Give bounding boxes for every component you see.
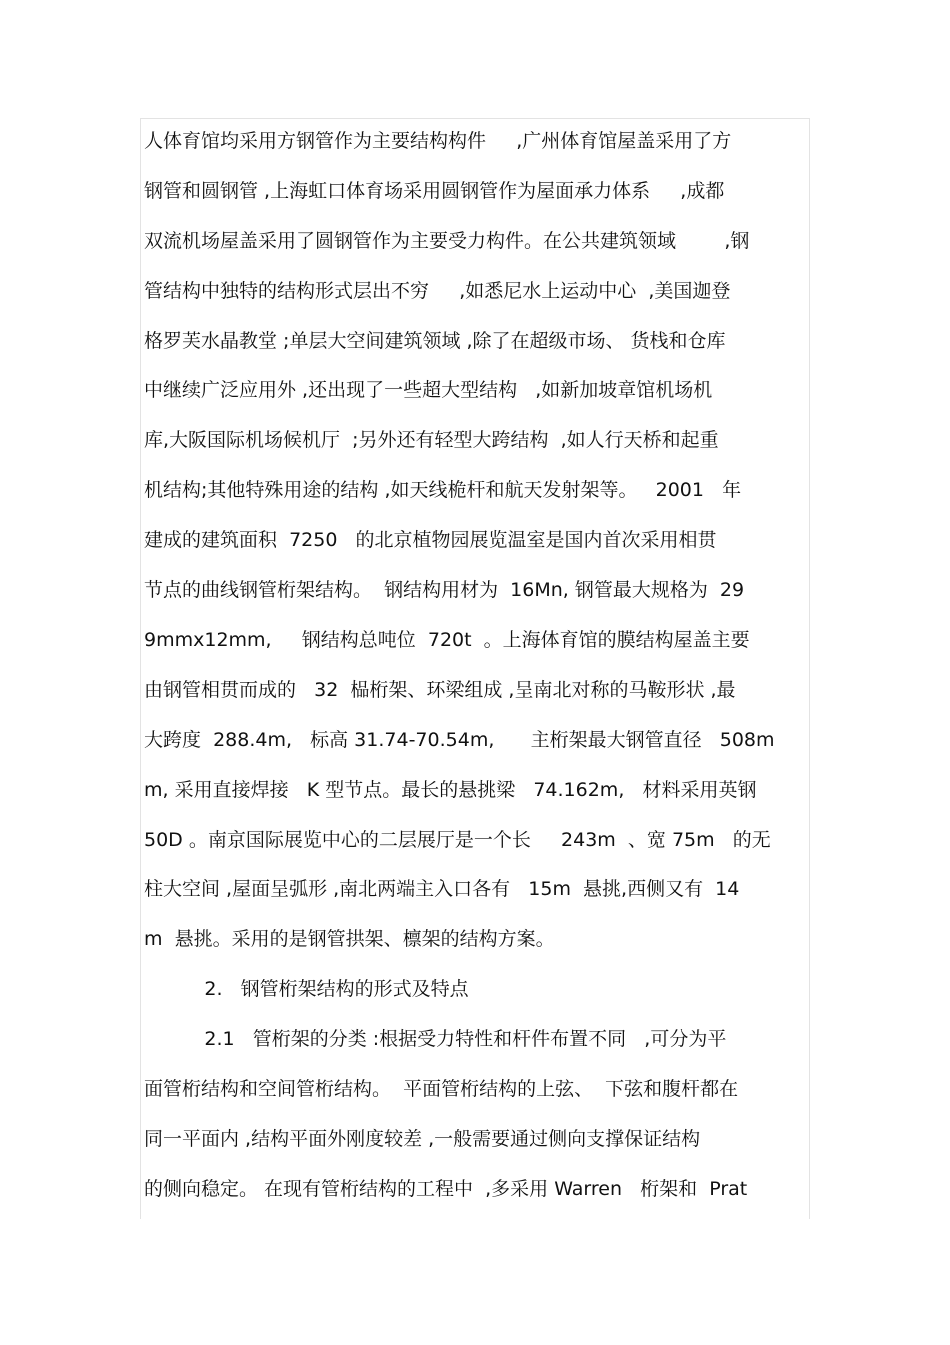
text-line-1: 人体育馆均采用方钢管作为主要结构构件 ,广州体育馆屋盖采用了方 xyxy=(144,130,732,152)
text-line-3: 双流机场屋盖采用了圆钢管作为主要受力构件。在公共建筑领域 ,钢 xyxy=(144,230,750,252)
text-line-20: 面管桁结构和空间管桁结构。 平面管桁结构的上弦、 下弦和腹杆都在 xyxy=(144,1078,739,1100)
text-line-8: 机结构;其他特殊用途的结构 ,如天线桅杆和航天发射架等。 2001 年 xyxy=(144,479,742,501)
text-line-5: 格罗芙水晶教堂 ;单层大空间建筑领域 ,除了在超级市场、 货栈和仓库 xyxy=(144,330,726,352)
text-line-15: 50D 。南京国际展览中心的二层展厅是一个长 243m 、宽 75m 的无 xyxy=(144,829,771,851)
text-line-2: 钢管和圆钢管 ,上海虹口体育场采用圆钢管作为屋面承力体系 ,成都 xyxy=(144,180,725,202)
text-line-9: 建成的建筑面积 7250 的北京植物园展览温室是国内首次采用相贯 xyxy=(144,529,717,551)
text-line-17: m 悬挑。采用的是钢管拱架、檩架的结构方案。 xyxy=(144,928,555,950)
text-line-13: 大跨度 288.4m, 标高 31.74-70.54m, 主桁架最大钢管直径 508m xyxy=(144,729,775,751)
text-line-21: 同一平面内 ,结构平面外刚度较差 ,一般需要通过侧向支撑保证结构 xyxy=(144,1128,701,1150)
section-heading-2: 2. 钢管桁架结构的形式及特点 xyxy=(144,978,469,1000)
text-line-12: 由钢管相贯而成的 32 榀桁架、环梁组成 ,呈南北对称的马鞍形状 ,最 xyxy=(144,679,736,701)
text-line-6: 中继续广泛应用外 ,还出现了一些超大型结构 ,如新加坡章馆机场机 xyxy=(144,379,713,401)
text-line-10: 节点的曲线钢管桁架结构。 钢结构用材为 16Mn, 钢管最大规格为 29 xyxy=(144,579,745,601)
text-line-22: 的侧向稳定。 在现有管桁结构的工程中 ,多采用 Warren 桁架和 Prat xyxy=(144,1178,748,1200)
text-line-11: 9mmx12mm, 钢结构总吨位 720t 。上海体育馆的膜结构屋盖主要 xyxy=(144,629,750,651)
text-line-7: 库,大阪国际机场候机厅 ;另外还有轻型大跨结构 ,如人行天桥和起重 xyxy=(144,429,719,451)
text-line-4: 管结构中独特的结构形式层出不穷 ,如悉尼水上运动中心 ,美国迦登 xyxy=(144,280,731,302)
text-line-14: m, 采用直接焊接 K 型节点。最长的悬挑梁 74.162m, 材料采用英钢 xyxy=(144,779,757,801)
text-line-16: 柱大空间 ,屋面呈弧形 ,南北两端主入口各有 15m 悬挑,西侧又有 14 xyxy=(144,878,740,900)
subsection-2-1-line: 2.1 管桁架的分类 :根据受力特性和杆件布置不同 ,可分为平 xyxy=(144,1028,727,1050)
